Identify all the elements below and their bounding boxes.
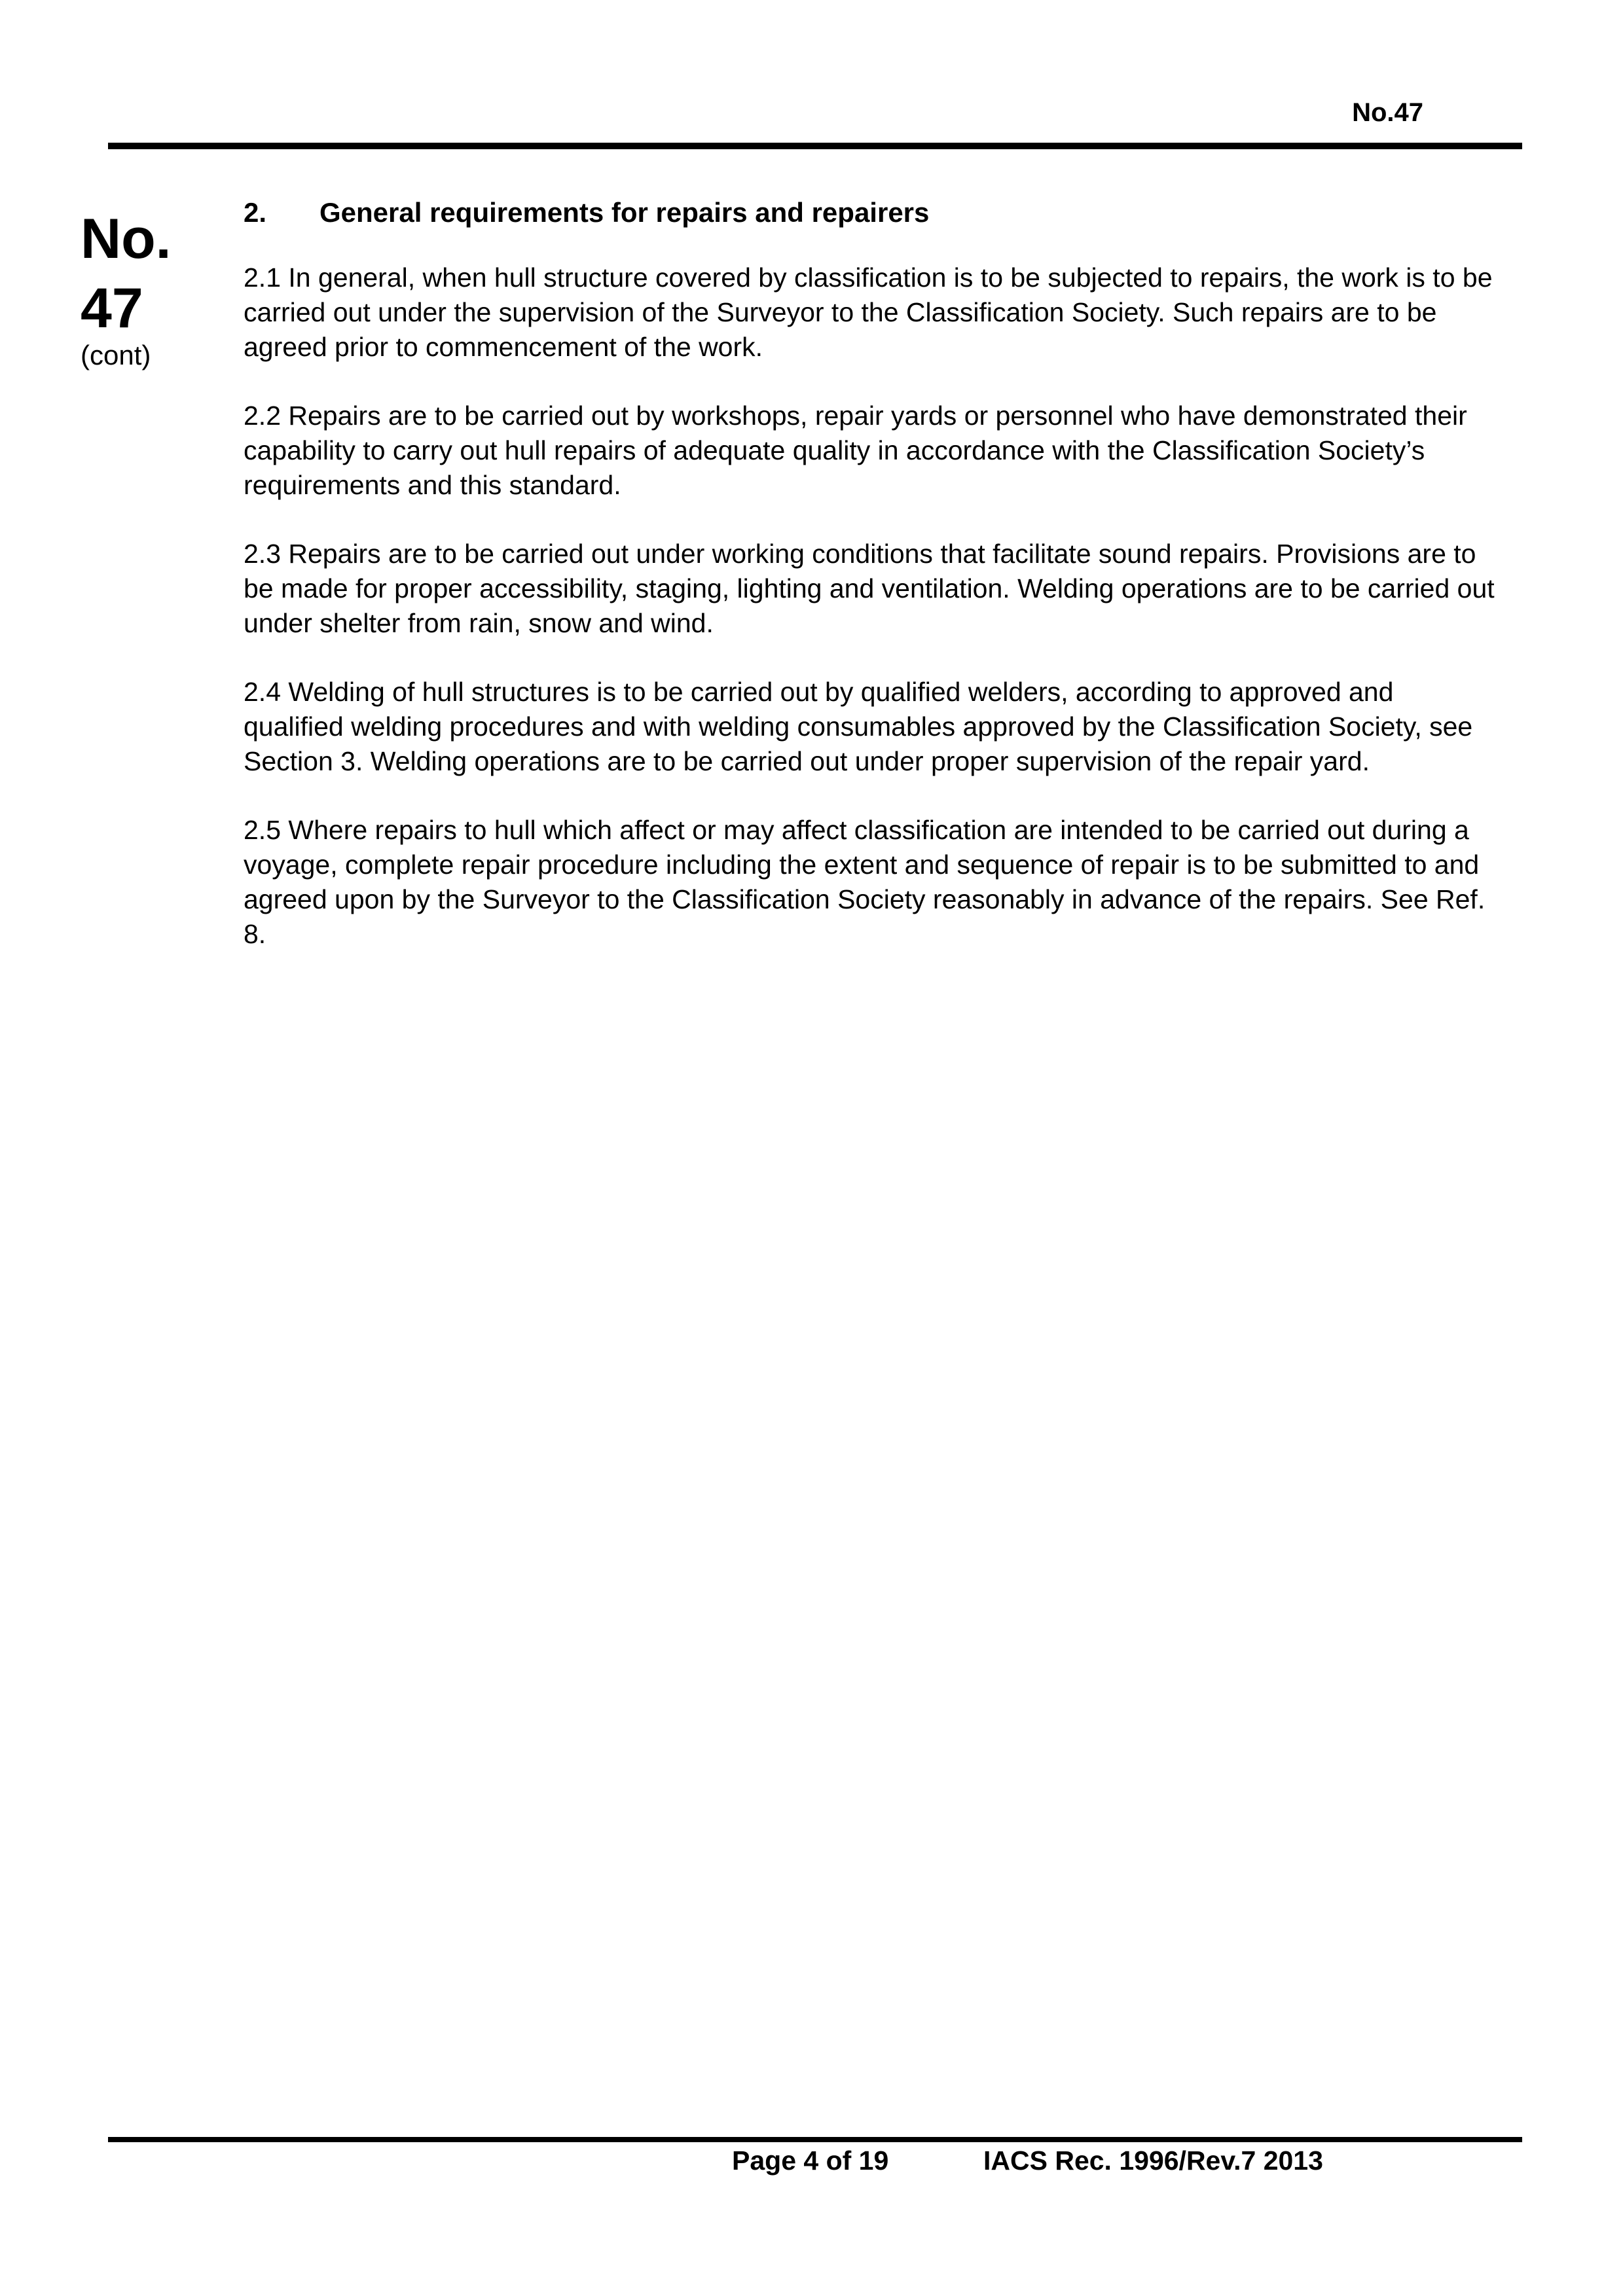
footer-page-number: Page 4 of 19	[732, 2145, 889, 2176]
sidebar-cont-label: (cont)	[81, 340, 151, 370]
main-content	[244, 196, 1501, 986]
header-document-number: No.47	[1352, 98, 1423, 127]
paragraph-2-5: 2.5 Where repairs to hull which affect or may affect classification are intended to be carried out during a voyage, complete repair procedure including the extent and sequence of repair is to be submitted to and agreed upon by the Surveyor to the Classification Society reasonably in advance of the repairs. See Ref. 8.	[244, 815, 1486, 949]
sidebar-marker	[81, 204, 198, 372]
section-title: General requirements for repairs and repairers	[319, 197, 930, 228]
footer-reference: IACS Rec. 1996/Rev.7 2013	[983, 2145, 1323, 2176]
paragraph-2-1: 2.1 In general, when hull structure covered by classification is to be subjected to repairs, the work is to be carried out under the supervision of the Surveyor to the Classification Society. Such repairs are to be agreed prior to commencement of the work.	[244, 262, 1493, 362]
paragraph-2-3: 2.3 Repairs are to be carried out under working conditions that facilitate sound repairs. Provisions are to be made for proper accessibility, staging, lighting and ventilation. Welding operations are to be carried out under shelter from rain, snow and wind.	[244, 539, 1495, 638]
section-number: 2.	[244, 197, 267, 228]
paragraph-2-2: 2.2 Repairs are to be carried out by workshops, repair yards or personnel who have demonstrated their capability to carry out hull repairs of adequate quality in accordance with the Classification Society’s requirements and this standard.	[244, 401, 1467, 500]
section-heading	[244, 196, 1501, 229]
footer-rule	[108, 2137, 1522, 2142]
paragraph-2-4: 2.4 Welding of hull structures is to be carried out by qualified welders, according to approved and qualified welding procedures and with welding consumables approved by the Classification Society, see Section 3. Welding operations are to be carried out under proper supervision of the repair yard.	[244, 677, 1473, 776]
header-rule	[108, 143, 1522, 149]
sidebar-number: No. 47	[81, 207, 172, 340]
